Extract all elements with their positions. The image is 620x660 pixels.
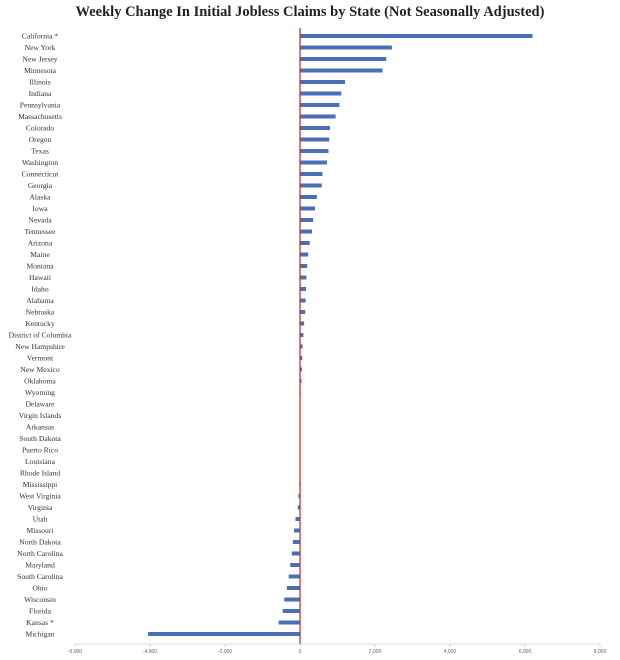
bar-connecticut — [300, 172, 323, 176]
category-label-colorado: Colorado — [25, 123, 55, 133]
bar-new-jersey — [300, 57, 386, 61]
bar-kentucky — [300, 322, 304, 326]
bar-kansas — [279, 621, 300, 625]
bar-south-carolina — [289, 575, 300, 579]
category-label-pennsylvania: Pennsylvania — [19, 100, 61, 110]
category-label-nevada: Nevada — [28, 215, 52, 225]
x-axis — [68, 644, 607, 655]
category-label-oklahoma: Oklahoma — [24, 376, 56, 386]
bar-arizona — [300, 241, 310, 245]
x-tick-label: 4,000 — [443, 649, 457, 655]
bar-tennessee — [300, 230, 312, 234]
category-label-puerto-rico: Puerto Rico — [21, 445, 59, 455]
category-label-idaho: Idaho — [31, 284, 49, 294]
state-labels — [9, 32, 72, 639]
bar-alaska — [300, 195, 317, 199]
category-label-montana: Montana — [26, 261, 54, 271]
bar-new-york — [300, 46, 392, 50]
bar-california — [300, 34, 533, 38]
category-label-new-york: New York — [24, 43, 56, 52]
x-tick-label: -6,000 — [67, 649, 83, 655]
x-tick-label: 2,000 — [368, 649, 382, 655]
category-label-arizona: Arizona — [27, 238, 53, 248]
x-tick-label: -4,000 — [142, 649, 158, 655]
bar-oregon — [300, 138, 329, 142]
bar-indiana — [300, 92, 341, 96]
bar-missouri — [294, 529, 300, 533]
category-label-maryland: Maryland — [25, 560, 55, 570]
category-label-missouri: Missouri — [26, 526, 54, 535]
category-label-rhode-island: Rhode Island — [19, 468, 61, 478]
category-label-west-virginia: West Virginia — [19, 491, 61, 501]
x-tick-label: -2,000 — [217, 649, 233, 655]
category-label-indiana: Indiana — [28, 89, 52, 98]
bar-pennsylvania — [300, 103, 339, 107]
bar-minnesota — [300, 69, 383, 73]
bar-montana — [300, 264, 307, 268]
category-label-wyoming: Wyoming — [25, 388, 55, 397]
bar-washington — [300, 161, 327, 165]
bar-michigan — [148, 632, 300, 636]
chart-title: Weekly Change In Initial Jobless Claims by State (Not Seasonally Adjusted) — [75, 4, 545, 20]
bar-utah — [296, 517, 301, 521]
category-label-texas: Texas — [31, 146, 49, 156]
category-label-south-carolina: South Carolina — [17, 572, 63, 581]
x-tick-label: 8,000 — [593, 649, 607, 655]
category-label-iowa: Iowa — [32, 204, 48, 213]
bar-alabama — [300, 299, 306, 303]
x-tick-label: 0 — [298, 649, 302, 655]
bar-hawaii — [300, 276, 306, 280]
bar-colorado — [300, 126, 330, 130]
category-label-arkansas: Arkansas — [25, 422, 55, 432]
category-label-mississippi: Mississippi — [22, 480, 58, 489]
bar-illinois — [300, 80, 345, 84]
bar-maine — [300, 253, 308, 257]
category-label-minnesota: Minnesota — [23, 66, 57, 75]
category-label-virgin-islands: Virgin Islands — [18, 411, 62, 420]
category-label-district-of-columbia: District of Columbia — [8, 330, 72, 340]
category-label-vermont: Vermont — [26, 353, 54, 363]
bar-nebraska — [300, 310, 305, 314]
category-label-alaska: Alaska — [29, 192, 51, 202]
category-label-massachusetts: Massachusetts — [18, 112, 62, 121]
category-label-tennessee: Tennessee — [24, 227, 56, 236]
category-label-ohio: Ohio — [32, 583, 48, 593]
bar-nevada — [300, 218, 313, 222]
category-label-nebraska: Nebraska — [25, 307, 55, 317]
bar-maryland — [290, 563, 300, 567]
bar-iowa — [300, 207, 315, 211]
category-label-maine: Maine — [30, 250, 50, 259]
category-label-kansas: Kansas * — [26, 618, 54, 627]
category-label-georgia: Georgia — [27, 181, 53, 190]
category-label-north-dakota: North Dakota — [19, 537, 61, 547]
category-label-virginia: Virginia — [27, 503, 53, 512]
bar-massachusetts — [300, 115, 336, 119]
category-label-alabama: Alabama — [26, 296, 54, 305]
category-label-new-hampshire: New Hampshire — [15, 342, 65, 351]
category-label-illinois: Illinois — [29, 77, 51, 87]
bar-texas — [300, 149, 329, 153]
x-tick-label: 6,000 — [518, 649, 532, 655]
category-label-oregon: Oregon — [28, 135, 52, 144]
category-label-louisiana: Louisiana — [25, 457, 55, 466]
bar-georgia — [300, 184, 322, 188]
category-label-delaware: Delaware — [25, 399, 55, 409]
category-label-new-jersey: New Jersey — [22, 54, 58, 64]
bar-north-carolina — [292, 552, 300, 556]
category-label-wisconsin: Wisconsin — [24, 595, 56, 604]
bars — [148, 28, 532, 644]
category-label-north-carolina: North Carolina — [17, 549, 63, 558]
category-label-michigan: Michigan — [25, 629, 55, 639]
bar-north-dakota — [293, 540, 300, 544]
category-label-utah: Utah — [32, 514, 48, 524]
category-label-new-mexico: New Mexico — [20, 365, 60, 374]
bar-ohio — [287, 586, 300, 590]
bar-wisconsin — [284, 598, 300, 602]
bar-idaho — [300, 287, 306, 291]
category-label-south-dakota: South Dakota — [19, 434, 61, 443]
category-label-florida: Florida — [29, 606, 51, 616]
category-label-washington: Washington — [21, 158, 59, 167]
bar-florida — [283, 609, 300, 613]
category-label-hawaii: Hawaii — [29, 273, 51, 282]
category-label-connecticut: Connecticut — [21, 169, 59, 179]
category-label-kentucky: Kentucky — [25, 319, 55, 328]
category-label-california: California * — [21, 31, 59, 41]
